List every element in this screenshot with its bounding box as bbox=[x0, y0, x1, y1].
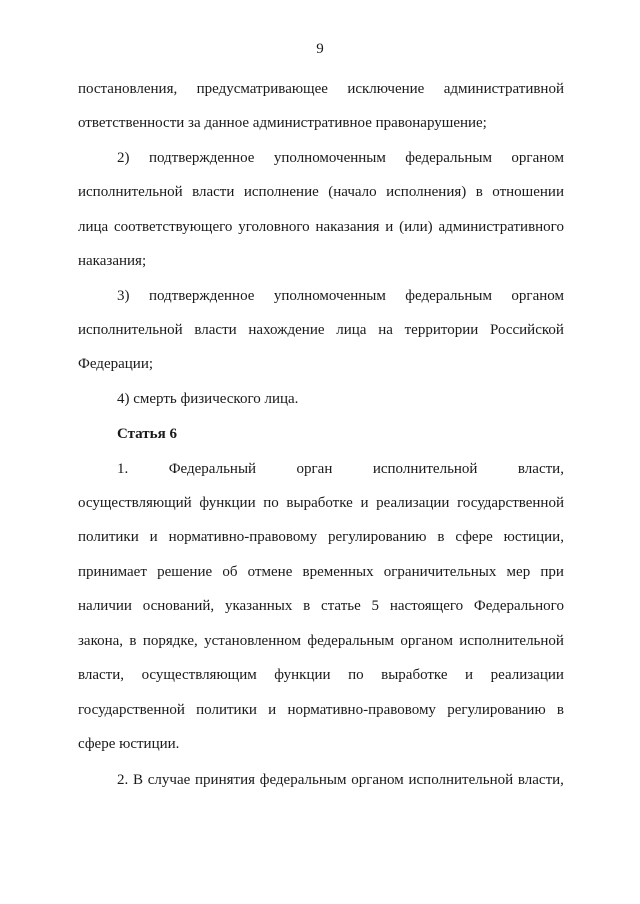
text-line bbox=[117, 148, 564, 168]
word: В bbox=[133, 772, 144, 788]
word: исполнительной bbox=[78, 322, 183, 338]
word: исключение bbox=[347, 81, 425, 97]
word: нахождение bbox=[248, 322, 325, 338]
word: ограничительных bbox=[383, 564, 497, 580]
word: 3) bbox=[117, 288, 130, 304]
word: указанных bbox=[224, 598, 293, 614]
word: юстиции, bbox=[503, 529, 564, 545]
word: нормативно-правовому bbox=[168, 529, 318, 545]
word: реализации bbox=[490, 667, 564, 683]
word: 2. bbox=[117, 772, 129, 788]
word: административного bbox=[438, 219, 564, 235]
word: реализации bbox=[376, 495, 450, 511]
word: подтвержденное bbox=[148, 288, 255, 304]
text-line bbox=[78, 527, 564, 547]
word: функции bbox=[274, 667, 331, 683]
word: уголовного bbox=[238, 219, 310, 235]
word: исполнение bbox=[243, 184, 319, 200]
word: власти bbox=[192, 184, 235, 200]
text-line: 4) смерть физического лица. bbox=[117, 391, 299, 407]
word: при bbox=[540, 564, 564, 580]
word: осуществляющим bbox=[141, 667, 257, 683]
word: сфере bbox=[455, 529, 493, 545]
text-line bbox=[78, 217, 564, 237]
word: случае bbox=[147, 772, 191, 788]
word: власти bbox=[194, 322, 237, 338]
word: в bbox=[129, 633, 137, 649]
word: закона, bbox=[78, 633, 124, 649]
word: временных bbox=[302, 564, 374, 580]
word: установленном bbox=[204, 633, 301, 649]
word: решение bbox=[157, 564, 213, 580]
word: нормативно-правовому bbox=[287, 702, 436, 718]
word: лица bbox=[78, 219, 109, 235]
word: в bbox=[556, 702, 564, 718]
text-line bbox=[78, 493, 564, 513]
text-line bbox=[78, 665, 564, 685]
word: лица bbox=[336, 322, 367, 338]
word: постановления, bbox=[78, 81, 178, 97]
word: органом bbox=[511, 150, 564, 166]
text-line bbox=[117, 459, 564, 479]
word: Российской bbox=[490, 322, 564, 338]
word: власти, bbox=[517, 461, 564, 477]
word: по bbox=[348, 667, 364, 683]
word: Федеральный bbox=[168, 461, 257, 477]
word: порядке, bbox=[142, 633, 198, 649]
word: 5 bbox=[371, 598, 380, 614]
text-line bbox=[117, 770, 564, 790]
word: власти, bbox=[517, 772, 564, 788]
word: настоящего bbox=[389, 598, 464, 614]
word: государственной bbox=[457, 495, 564, 511]
word: в bbox=[437, 529, 445, 545]
word: и bbox=[149, 529, 158, 545]
word: 1. bbox=[117, 461, 129, 477]
word: принятия bbox=[195, 772, 255, 788]
word: подтвержденное bbox=[148, 150, 255, 166]
word: (начало bbox=[328, 184, 377, 200]
page-number: 9 bbox=[316, 41, 324, 57]
word: наличии bbox=[78, 598, 132, 614]
word: политики bbox=[78, 529, 139, 545]
word: оснований, bbox=[142, 598, 215, 614]
article-heading: Статья 6 bbox=[117, 426, 177, 442]
text-line bbox=[117, 286, 564, 306]
word: об bbox=[222, 564, 238, 580]
word: исполнительной bbox=[408, 772, 514, 788]
word: уполномоченным bbox=[273, 150, 386, 166]
word: политики bbox=[196, 702, 257, 718]
word: административной bbox=[443, 81, 564, 97]
word: в bbox=[475, 184, 483, 200]
word: федеральным bbox=[405, 288, 492, 304]
word: выработке bbox=[381, 667, 448, 683]
word: отношении bbox=[492, 184, 564, 200]
word: в bbox=[303, 598, 311, 614]
word: уполномоченным bbox=[273, 288, 386, 304]
word: территории bbox=[404, 322, 479, 338]
word: наказания bbox=[315, 219, 380, 235]
text-line: ответственности за данное административное правонарушение; bbox=[78, 115, 487, 131]
word: и bbox=[360, 495, 369, 511]
word: власти, bbox=[78, 667, 125, 683]
word: по bbox=[263, 495, 279, 511]
word: исполнительной bbox=[78, 184, 183, 200]
word: отмене bbox=[247, 564, 293, 580]
word: принимает bbox=[78, 564, 147, 580]
text-line bbox=[78, 182, 564, 202]
word: Федерального bbox=[473, 598, 564, 614]
word: на bbox=[378, 322, 393, 338]
word: и bbox=[385, 219, 394, 235]
word: и bbox=[465, 667, 474, 683]
word: исполнительной bbox=[372, 461, 478, 477]
word: функции bbox=[199, 495, 256, 511]
text-line bbox=[78, 631, 564, 651]
word: государственной bbox=[78, 702, 185, 718]
word: регулированию bbox=[447, 702, 546, 718]
word: органом bbox=[351, 772, 404, 788]
word: предусматривающее bbox=[196, 81, 328, 97]
word: органом bbox=[511, 288, 564, 304]
word: соответствующего bbox=[114, 219, 233, 235]
text-line bbox=[78, 562, 564, 582]
word: и bbox=[268, 702, 277, 718]
word: орган bbox=[296, 461, 333, 477]
word: федеральным bbox=[307, 633, 395, 649]
text-line bbox=[78, 79, 564, 99]
text-line: сфере юстиции. bbox=[78, 736, 180, 752]
text-line bbox=[78, 700, 564, 720]
word: исполнительной bbox=[459, 633, 564, 649]
word: мер bbox=[506, 564, 531, 580]
text-line: наказания; bbox=[78, 253, 147, 269]
word: исполнения) bbox=[386, 184, 467, 200]
word: (или) bbox=[399, 219, 433, 235]
text-line: Федерации; bbox=[78, 356, 154, 372]
word: 2) bbox=[117, 150, 130, 166]
text-line bbox=[78, 320, 564, 340]
word: выработке bbox=[286, 495, 353, 511]
word: статье bbox=[321, 598, 361, 614]
word: федеральным bbox=[259, 772, 347, 788]
word: федеральным bbox=[405, 150, 492, 166]
word: регулированию bbox=[328, 529, 427, 545]
text-line bbox=[78, 596, 564, 616]
word: осуществляющий bbox=[78, 495, 192, 511]
word: органом bbox=[400, 633, 453, 649]
